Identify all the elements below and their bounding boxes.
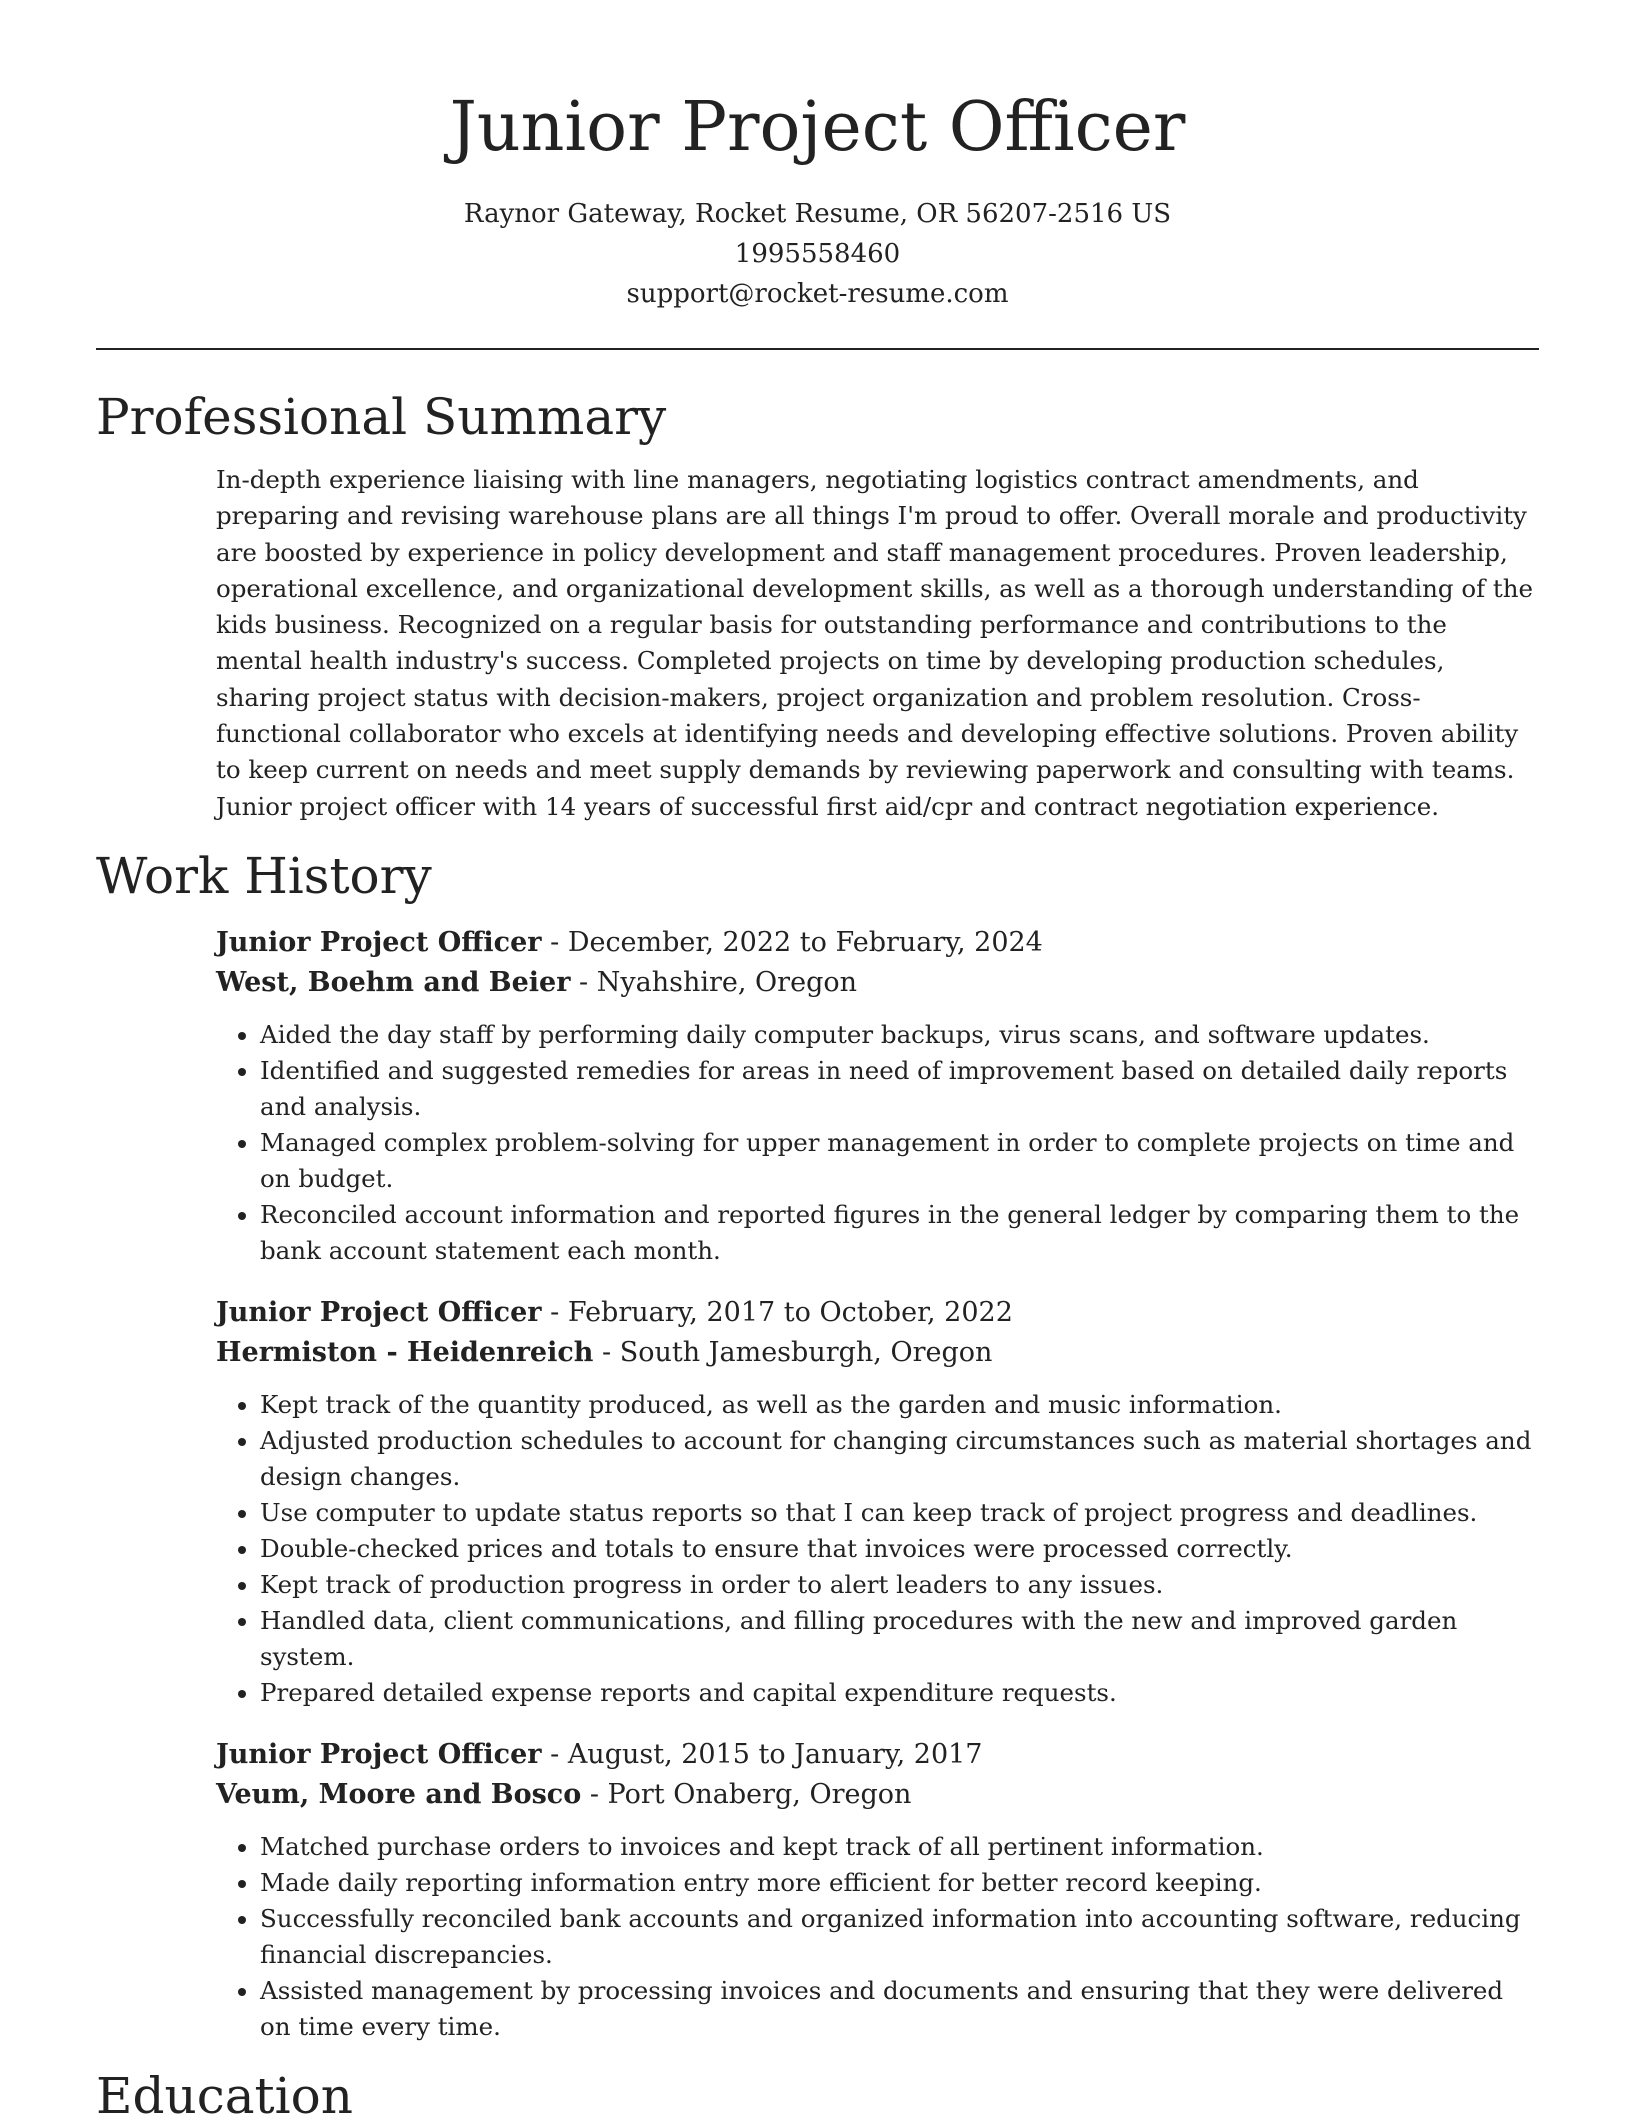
job-bullets xyxy=(216,1387,1536,1711)
list-item: • Handled data, client communications, and filling procedures with the new and improved garden system. xyxy=(260,1603,1536,1675)
list-item: • Assisted management by processing invoices and documents and ensuring that they were delivered on time every time. xyxy=(260,1973,1536,2045)
job-dates: December, 2022 to February, 2024 xyxy=(567,926,1043,958)
job-separator: - xyxy=(581,1778,608,1810)
header-divider xyxy=(96,348,1539,350)
job-company: Hermiston - Heidenreich xyxy=(216,1336,594,1368)
job-bullets xyxy=(216,1017,1536,1269)
job-role: Junior Project Officer xyxy=(216,1296,542,1328)
job-role: Junior Project Officer xyxy=(216,926,542,958)
job-role-line xyxy=(216,1293,1536,1333)
list-item: • Made daily reporting information entry more efficient for better record keeping. xyxy=(260,1865,1536,1901)
job-location: South Jamesburgh, Oregon xyxy=(619,1336,993,1368)
job-company: West, Boehm and Beier xyxy=(216,966,571,998)
job-location: Nyahshire, Oregon xyxy=(596,966,857,998)
job-role-line xyxy=(216,923,1536,963)
section-title-summary: Professional Summary xyxy=(96,388,667,446)
contact-phone: 1995558460 xyxy=(734,239,901,269)
list-item: • Reconciled account information and reported figures in the general ledger by comparing them to the bank account statement each month. xyxy=(260,1197,1536,1269)
list-item: • Successfully reconciled bank accounts and organized information into accounting software, reducing financial discrepancies. xyxy=(260,1901,1536,1973)
job-role-line xyxy=(216,1735,1536,1775)
contact-address: Raynor Gateway, Rocket Resume, OR 56207-2516 US xyxy=(463,199,1172,229)
job-entry xyxy=(216,1293,1536,1711)
list-item: • Aided the day staff by performing daily computer backups, virus scans, and software updates. xyxy=(260,1017,1536,1053)
candidate-title: Junior Project Officer xyxy=(449,88,1186,167)
job-company-line xyxy=(216,1775,1536,1815)
list-item: • Matched purchase orders to invoices and kept track of all pertinent information. xyxy=(260,1829,1536,1865)
contact-email: support@rocket-resume.com xyxy=(626,279,1009,309)
list-item: • Kept track of production progress in order to alert leaders to any issues. xyxy=(260,1567,1536,1603)
list-item: • Prepared detailed expense reports and capital expenditure requests. xyxy=(260,1675,1536,1711)
job-entry xyxy=(216,923,1536,1269)
job-separator: - xyxy=(541,1738,568,1770)
section-title-education: Education xyxy=(96,2066,353,2125)
job-entry xyxy=(216,1735,1536,2045)
list-item: • Adjusted production schedules to account for changing circumstances such as material shortages and design changes. xyxy=(260,1423,1536,1495)
list-item: • Use computer to update status reports so that I can keep track of project progress and deadlines. xyxy=(260,1495,1536,1531)
job-separator: - xyxy=(541,926,568,958)
job-role: Junior Project Officer xyxy=(216,1738,542,1770)
job-separator: - xyxy=(570,966,597,998)
list-item: • Identified and suggested remedies for areas in need of improvement based on detailed daily reports and analysis. xyxy=(260,1053,1536,1125)
job-dates: February, 2017 to October, 2022 xyxy=(567,1296,1013,1328)
list-item: • Double-checked prices and totals to ensure that invoices were processed correctly. xyxy=(260,1531,1536,1567)
job-company: Veum, Moore and Bosco xyxy=(216,1778,582,1810)
section-title-work-history: Work History xyxy=(96,846,432,905)
work-history-list xyxy=(216,923,1536,2045)
job-separator: - xyxy=(593,1336,620,1368)
summary-block xyxy=(216,462,1536,825)
resume-header xyxy=(96,0,1539,314)
list-item: • Kept track of the quantity produced, as well as the garden and music information. xyxy=(260,1387,1536,1423)
job-location: Port Onaberg, Oregon xyxy=(607,1778,912,1810)
summary-text: In-depth experience liaising with line managers, negotiating logistics contract amendments, and preparing and revising warehouse plans are all things I'm proud to offer. Overall morale and productivity are boosted by experience in policy development and staff management procedures. Proven leadership, operational excellence, and organizational development skills, as well as a thorough understanding of the kids business. Recognized on a regular basis for outstanding performance and contributions to the mental health industry's success. Completed projects on time by developing production schedules, sharing project status with decision-makers, project organization and problem resolution. Cross-functional collaborator who excels at identifying needs and developing effective solutions. Proven ability to keep current on needs and meet supply demands by reviewing paperwork and consulting with teams. Junior project officer with 14 years of successful first aid/cpr and contract negotiation experience. xyxy=(216,465,1534,821)
job-company-line xyxy=(216,963,1536,1003)
list-item: • Managed complex problem-solving for upper management in order to complete projects on time and on budget. xyxy=(260,1125,1536,1197)
job-separator: - xyxy=(541,1296,568,1328)
job-dates: August, 2015 to January, 2017 xyxy=(567,1738,983,1770)
job-company-line xyxy=(216,1333,1536,1373)
resume-page xyxy=(96,0,1539,2127)
job-bullets xyxy=(216,1829,1536,2045)
